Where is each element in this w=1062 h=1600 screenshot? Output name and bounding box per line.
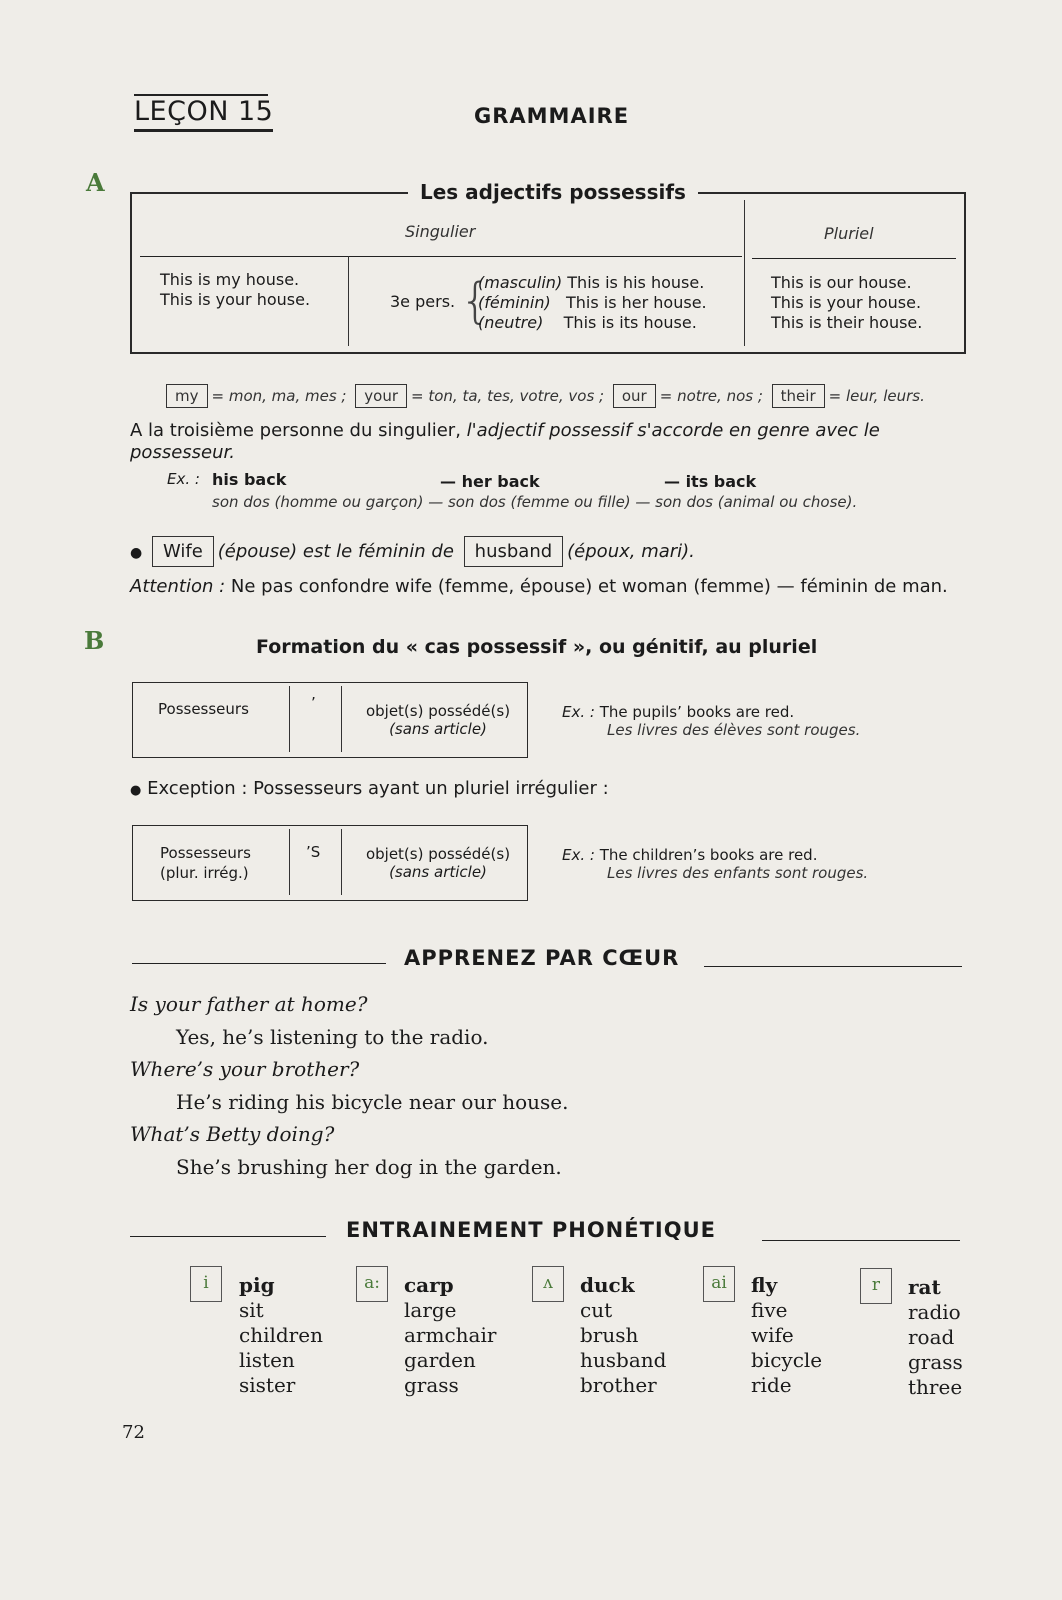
t2-apostrophe-s: ’S bbox=[306, 843, 321, 861]
meaning-my: = mon, ma, mes ; bbox=[211, 387, 347, 405]
bullet-icon: ● bbox=[130, 545, 143, 561]
example-its: — its back bbox=[664, 472, 757, 491]
dialogue bbox=[130, 988, 569, 1183]
word: garden bbox=[404, 1348, 476, 1372]
third-person-label: 3e pers. bbox=[390, 292, 456, 311]
word: children bbox=[239, 1323, 323, 1347]
word: five bbox=[751, 1298, 788, 1322]
third-person-rows bbox=[478, 273, 707, 333]
word: cut bbox=[580, 1298, 613, 1322]
t2-sans-article: (sans article) bbox=[389, 863, 487, 881]
first-person-sentences bbox=[160, 270, 310, 310]
word: carp bbox=[404, 1273, 454, 1297]
rule-text-1: A la troisième personne du singulier, bbox=[130, 420, 467, 441]
rule-text-2: l'adjectif possessif s'accorde en genre avec le possesseur. bbox=[130, 420, 880, 463]
example-1-label: Ex. : bbox=[562, 703, 595, 721]
t2-objets-text: objet(s) possédé(s) bbox=[365, 845, 511, 863]
rule-paragraph bbox=[130, 420, 966, 464]
sentence-your-plural: This is your house. bbox=[771, 293, 922, 312]
sentence-your: This is your house. bbox=[160, 290, 311, 309]
equivalences-line bbox=[162, 384, 925, 408]
attention-line bbox=[130, 576, 948, 597]
word: fly bbox=[751, 1273, 778, 1297]
gender-neutre: (neutre) bbox=[478, 313, 544, 332]
dialogue-line-5: What’s Betty doing? bbox=[130, 1122, 335, 1146]
t2-divider-1 bbox=[289, 829, 290, 895]
section-b-marker: B bbox=[84, 626, 105, 655]
meaning-your: = ton, ta, tes, votre, vos ; bbox=[411, 387, 605, 405]
t1-possesseurs: Possesseurs bbox=[158, 700, 249, 718]
phoneme-r-box: r bbox=[860, 1268, 892, 1304]
example-1 bbox=[562, 703, 860, 739]
t1-objets-text: objet(s) possédé(s) bbox=[365, 702, 511, 720]
word: brush bbox=[580, 1323, 639, 1347]
word: sister bbox=[239, 1373, 296, 1397]
phoneme-wedge-words bbox=[580, 1273, 666, 1398]
t1-objets bbox=[358, 702, 518, 738]
sentence-my: This is my house. bbox=[160, 270, 300, 289]
word: three bbox=[908, 1375, 963, 1399]
apprenez-rule-right bbox=[704, 966, 962, 967]
section-a-marker: A bbox=[86, 168, 105, 197]
word-my: my bbox=[166, 384, 208, 408]
phoneme-r-words bbox=[908, 1275, 963, 1400]
word: listen bbox=[239, 1348, 295, 1372]
word: husband bbox=[580, 1348, 667, 1372]
word-your: your bbox=[355, 384, 407, 408]
phoneme-a-long-words bbox=[404, 1273, 496, 1398]
t2-possesseurs-text: Possesseurs bbox=[160, 844, 251, 862]
word: large bbox=[404, 1298, 457, 1322]
t2-possesseurs bbox=[160, 843, 251, 883]
sentence-its: This is its house. bbox=[563, 313, 697, 332]
example-label-text: Ex. : bbox=[167, 470, 200, 488]
example-label bbox=[167, 470, 200, 488]
t1-sans-article: (sans article) bbox=[389, 720, 487, 738]
phonetique-title: ENTRAINEMENT PHONÉTIQUE bbox=[346, 1218, 716, 1242]
lesson-number: LEÇON 15 bbox=[134, 96, 273, 132]
phoneme-i-box: i bbox=[190, 1266, 222, 1302]
sentence-his: This is his house. bbox=[567, 273, 705, 292]
t2-irregular: (plur. irrég.) bbox=[160, 864, 249, 882]
word: armchair bbox=[404, 1323, 497, 1347]
example-translations: son dos (homme ou garçon) — son dos (femme ou fille) — son dos (animal ou chose). bbox=[212, 493, 858, 511]
brace-icon: { bbox=[460, 273, 491, 329]
apprenez-title: APPRENEZ PAR CŒUR bbox=[404, 946, 680, 970]
word-wife: Wife bbox=[152, 536, 214, 567]
example-her: — her back bbox=[440, 472, 540, 491]
phoneme-ai-box: ai bbox=[703, 1266, 735, 1302]
phoneme-a-long-box: a: bbox=[356, 1266, 388, 1302]
example-2 bbox=[562, 846, 868, 882]
example-2-label: Ex. : bbox=[562, 846, 595, 864]
page-number: 72 bbox=[122, 1422, 145, 1443]
singular-header-rule bbox=[140, 256, 742, 257]
exception-text: Exception : Possesseurs ayant un pluriel irrégulier : bbox=[147, 778, 609, 799]
example-1-fr: Les livres des élèves sont rouges. bbox=[607, 721, 861, 739]
dialogue-line-4: He’s riding his bicycle near our house. bbox=[176, 1089, 569, 1114]
phoneme-wedge-box: ʌ bbox=[532, 1266, 564, 1302]
attention-label: Attention : bbox=[130, 576, 226, 597]
word: rat bbox=[908, 1275, 941, 1299]
example-2-fr: Les livres des enfants sont rouges. bbox=[607, 864, 869, 882]
sentence-her: This is her house. bbox=[565, 293, 707, 312]
word: wife bbox=[751, 1323, 794, 1347]
plural-header-rule bbox=[752, 258, 956, 259]
t2-objets bbox=[358, 845, 518, 881]
word: grass bbox=[908, 1350, 963, 1374]
word: brother bbox=[580, 1373, 657, 1397]
t1-divider-1 bbox=[289, 686, 290, 752]
attention-text: Ne pas confondre wife (femme, épouse) et woman (femme) — féminin de man. bbox=[230, 576, 948, 597]
word: ride bbox=[751, 1373, 792, 1397]
bullet-icon-2: ● bbox=[130, 783, 142, 798]
dialogue-line-1: Is your father at home? bbox=[130, 992, 368, 1016]
table-divider-1 bbox=[348, 256, 349, 346]
example-his: his back bbox=[212, 470, 287, 489]
singulier-label: Singulier bbox=[405, 222, 476, 241]
t1-apostrophe: ’ bbox=[311, 694, 316, 712]
word: pig bbox=[239, 1273, 275, 1297]
word: duck bbox=[580, 1273, 635, 1297]
wife-line bbox=[130, 536, 695, 567]
meaning-our: = notre, nos ; bbox=[659, 387, 763, 405]
phonetique-rule-right bbox=[762, 1240, 960, 1241]
phonetique-rule-left bbox=[130, 1236, 326, 1237]
phoneme-ai-words bbox=[751, 1273, 822, 1398]
dialogue-line-3: Where’s your brother? bbox=[130, 1057, 360, 1081]
word-husband: husband bbox=[464, 536, 563, 567]
sentence-their: This is their house. bbox=[771, 313, 923, 332]
sentence-our: This is our house. bbox=[771, 273, 912, 292]
wife-text-1: (épouse) est le féminin de bbox=[217, 541, 454, 562]
gender-masculin: (masculin) bbox=[478, 273, 563, 292]
example-1-en: The pupils’ books are red. bbox=[599, 703, 795, 721]
word-our: our bbox=[613, 384, 656, 408]
apprenez-rule-left bbox=[132, 963, 386, 964]
plural-sentences bbox=[771, 273, 922, 333]
word-their: their bbox=[772, 384, 825, 408]
example-2-en: The children’s books are red. bbox=[599, 846, 818, 864]
dialogue-line-2: Yes, he’s listening to the radio. bbox=[176, 1024, 489, 1049]
word: radio bbox=[908, 1300, 961, 1324]
word: bicycle bbox=[751, 1348, 823, 1372]
t1-divider-2 bbox=[341, 686, 342, 752]
possessive-table-title: Les adjectifs possessifs bbox=[408, 180, 698, 204]
meaning-their: = leur, leurs. bbox=[828, 387, 925, 405]
t2-divider-2 bbox=[341, 829, 342, 895]
word: grass bbox=[404, 1373, 459, 1397]
gender-feminin: (féminin) bbox=[478, 293, 551, 312]
dialogue-line-6: She’s brushing her dog in the garden. bbox=[176, 1154, 562, 1179]
phoneme-i-words bbox=[239, 1273, 323, 1398]
word: road bbox=[908, 1325, 955, 1349]
table-divider-2 bbox=[744, 200, 745, 346]
page-title: GRAMMAIRE bbox=[474, 104, 630, 128]
pluriel-label: Pluriel bbox=[824, 224, 874, 243]
word: sit bbox=[239, 1298, 264, 1322]
section-b-title: Formation du « cas possessif », ou génitif, au pluriel bbox=[256, 636, 818, 658]
wife-text-2: (époux, mari). bbox=[567, 541, 695, 562]
exception-line bbox=[130, 778, 609, 799]
